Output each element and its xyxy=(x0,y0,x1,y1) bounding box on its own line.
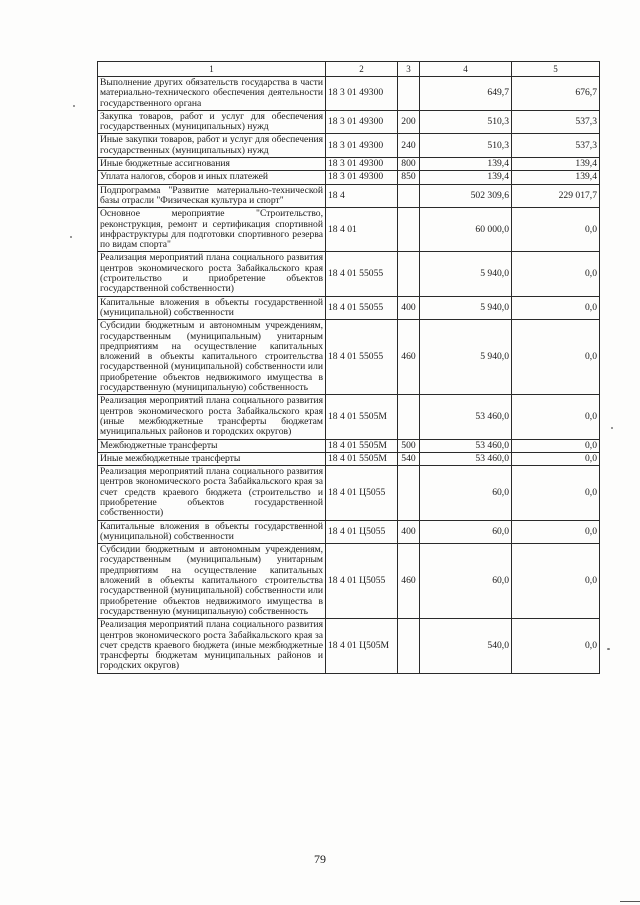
row-code: 18 4 01 55055 xyxy=(326,320,398,395)
row-amount-col5: 0,0 xyxy=(512,619,600,673)
row-name: Основное мероприятие "Строительство, реконструкция, ремонт и сертификация спортивной инфраструктуры для подготовки спортивного резерва по видам спорта" xyxy=(98,208,326,252)
row-name: Иные межбюджетные трансферты xyxy=(98,452,326,465)
row-expense-type: 400 xyxy=(398,296,420,320)
row-amount-col5: 0,0 xyxy=(512,520,600,544)
row-expense-type xyxy=(398,77,420,111)
row-amount-col5: 139,4 xyxy=(512,171,600,184)
row-amount-col5: 0,0 xyxy=(512,466,600,520)
row-code: 18 4 01 Ц5055 xyxy=(326,466,398,520)
scan-edge-mark xyxy=(620,901,640,902)
row-amount-col4: 60,0 xyxy=(420,520,512,544)
row-name: Реализация мероприятий плана социального развития центров экономического роста Забайкальского края за счет средств краевого бюджета (иные межбюджетные трансферты бюджетам муниципальных районов и городских округов) xyxy=(98,619,326,673)
row-code: 18 4 01 Ц505М xyxy=(326,619,398,673)
row-code: 18 3 01 49300 xyxy=(326,77,398,111)
row-expense-type xyxy=(398,466,420,520)
row-expense-type xyxy=(398,395,420,439)
row-name: Выполнение других обязательств государства в части материально-технического обеспечения деятельности государственного органа xyxy=(98,77,326,111)
row-amount-col5: 0,0 xyxy=(512,208,600,252)
row-amount-col5: 0,0 xyxy=(512,452,600,465)
row-code: 18 4 01 xyxy=(326,208,398,252)
table-row xyxy=(98,171,600,184)
row-expense-type: 400 xyxy=(398,520,420,544)
header-col-1: 1 xyxy=(98,62,326,77)
row-code: 18 3 01 49300 xyxy=(326,134,398,158)
row-name: Уплата налогов, сборов и иных платежей xyxy=(98,171,326,184)
row-amount-col5: 0,0 xyxy=(512,395,600,439)
scan-speck xyxy=(70,236,72,238)
row-amount-col4: 649,7 xyxy=(420,77,512,111)
row-expense-type xyxy=(398,619,420,673)
row-amount-col4: 5 940,0 xyxy=(420,252,512,296)
table-row xyxy=(98,77,600,111)
row-expense-type xyxy=(398,252,420,296)
row-expense-type: 460 xyxy=(398,320,420,395)
row-expense-type: 240 xyxy=(398,134,420,158)
row-amount-col5: 0,0 xyxy=(512,439,600,452)
row-name: Реализация мероприятий плана социального развития центров экономического роста Забайкальского края за счет средств краевого бюджета (строительство и приобретение объектов государственной собственности) xyxy=(98,466,326,520)
table-row xyxy=(98,208,600,252)
row-amount-col4: 5 940,0 xyxy=(420,296,512,320)
row-amount-col4: 540,0 xyxy=(420,619,512,673)
row-amount-col4: 53 460,0 xyxy=(420,395,512,439)
row-amount-col5: 0,0 xyxy=(512,296,600,320)
table-header xyxy=(98,62,600,77)
row-expense-type: 500 xyxy=(398,439,420,452)
row-code: 18 3 01 49300 xyxy=(326,110,398,134)
table-row xyxy=(98,439,600,452)
row-name: Субсидии бюджетным и автономным учреждениям, государственным (муниципальным) унитарным предприятиям на осуществление капитальных вложений в объекты капитального строительства государственной (муниципальной) собственности или приобретение объектов недвижимого имущества в государственную (муниципальную) собственность xyxy=(98,320,326,395)
scan-speck xyxy=(607,648,610,650)
row-amount-col5: 229 017,7 xyxy=(512,184,600,208)
header-col-4: 4 xyxy=(420,62,512,77)
row-amount-col4: 502 309,6 xyxy=(420,184,512,208)
row-amount-col4: 510,3 xyxy=(420,134,512,158)
row-amount-col5: 0,0 xyxy=(512,252,600,296)
table-row xyxy=(98,158,600,171)
row-amount-col4: 53 460,0 xyxy=(420,452,512,465)
table-row xyxy=(98,252,600,296)
row-amount-col4: 60 000,0 xyxy=(420,208,512,252)
row-code: 18 4 01 5505М xyxy=(326,439,398,452)
header-col-5: 5 xyxy=(512,62,600,77)
table-row xyxy=(98,452,600,465)
row-expense-type xyxy=(398,184,420,208)
row-name: Закупка товаров, работ и услуг для обеспечения государственных (муниципальных) нужд xyxy=(98,110,326,134)
row-expense-type: 460 xyxy=(398,544,420,619)
page-number: 79 xyxy=(314,852,326,866)
row-amount-col4: 60,0 xyxy=(420,466,512,520)
row-amount-col4: 60,0 xyxy=(420,544,512,619)
row-amount-col5: 537,3 xyxy=(512,110,600,134)
table-row xyxy=(98,619,600,673)
row-name: Субсидии бюджетным и автономным учреждениям, государственным (муниципальным) унитарным предприятиям на осуществление капитальных вложений в объекты капитального строительства государственной (муниципальной) собственности или приобретение объектов недвижимого имущества в государственную (муниципальную) собственность xyxy=(98,544,326,619)
row-expense-type: 540 xyxy=(398,452,420,465)
row-amount-col5: 0,0 xyxy=(512,320,600,395)
row-code: 18 3 01 49300 xyxy=(326,171,398,184)
row-name: Иные бюджетные ассигнования xyxy=(98,158,326,171)
row-name: Капитальные вложения в объекты государственной (муниципальной) собственности xyxy=(98,520,326,544)
row-expense-type: 200 xyxy=(398,110,420,134)
table-row xyxy=(98,184,600,208)
table-row xyxy=(98,134,600,158)
row-code: 18 4 01 55055 xyxy=(326,296,398,320)
row-amount-col4: 5 940,0 xyxy=(420,320,512,395)
row-amount-col4: 510,3 xyxy=(420,110,512,134)
row-code: 18 4 01 5505М xyxy=(326,452,398,465)
header-col-3: 3 xyxy=(398,62,420,77)
row-amount-col5: 676,7 xyxy=(512,77,600,111)
row-amount-col4: 53 460,0 xyxy=(420,439,512,452)
row-code: 18 4 01 5505М xyxy=(326,395,398,439)
row-expense-type: 850 xyxy=(398,171,420,184)
row-name: Иные закупки товаров, работ и услуг для обеспечения государственных (муниципальных) нужд xyxy=(98,134,326,158)
row-name: Подпрограмма "Развитие материально-технической базы отрасли "Физическая культура и спорт" xyxy=(98,184,326,208)
table-row xyxy=(98,544,600,619)
row-amount-col4: 139,4 xyxy=(420,171,512,184)
row-expense-type: 800 xyxy=(398,158,420,171)
row-expense-type xyxy=(398,208,420,252)
table-body xyxy=(98,77,600,674)
scan-speck xyxy=(73,105,75,107)
row-amount-col5: 537,3 xyxy=(512,134,600,158)
header-col-2: 2 xyxy=(326,62,398,77)
row-code: 18 4 01 Ц5055 xyxy=(326,544,398,619)
header-row xyxy=(98,62,600,77)
table-row xyxy=(98,520,600,544)
table-row xyxy=(98,110,600,134)
row-code: 18 4 01 55055 xyxy=(326,252,398,296)
table-row xyxy=(98,466,600,520)
table-row xyxy=(98,320,600,395)
row-code: 18 4 01 Ц5055 xyxy=(326,520,398,544)
scan-speck xyxy=(611,427,613,429)
row-name: Межбюджетные трансферты xyxy=(98,439,326,452)
row-code: 18 3 01 49300 xyxy=(326,158,398,171)
row-amount-col4: 139,4 xyxy=(420,158,512,171)
row-name: Реализация мероприятий плана социального развития центров экономического роста Забайкальского края (иные межбюджетные трансферты бюджетам муниципальных районов и городских округов) xyxy=(98,395,326,439)
budget-table xyxy=(97,61,600,674)
table-row xyxy=(98,296,600,320)
row-amount-col5: 139,4 xyxy=(512,158,600,171)
row-code: 18 4 xyxy=(326,184,398,208)
row-name: Капитальные вложения в объекты государственной (муниципальной) собственности xyxy=(98,296,326,320)
table-row xyxy=(98,395,600,439)
row-name: Реализация мероприятий плана социального развития центров экономического роста Забайкальского края (строительство и приобретение объектов государственной собственности) xyxy=(98,252,326,296)
row-amount-col5: 0,0 xyxy=(512,544,600,619)
